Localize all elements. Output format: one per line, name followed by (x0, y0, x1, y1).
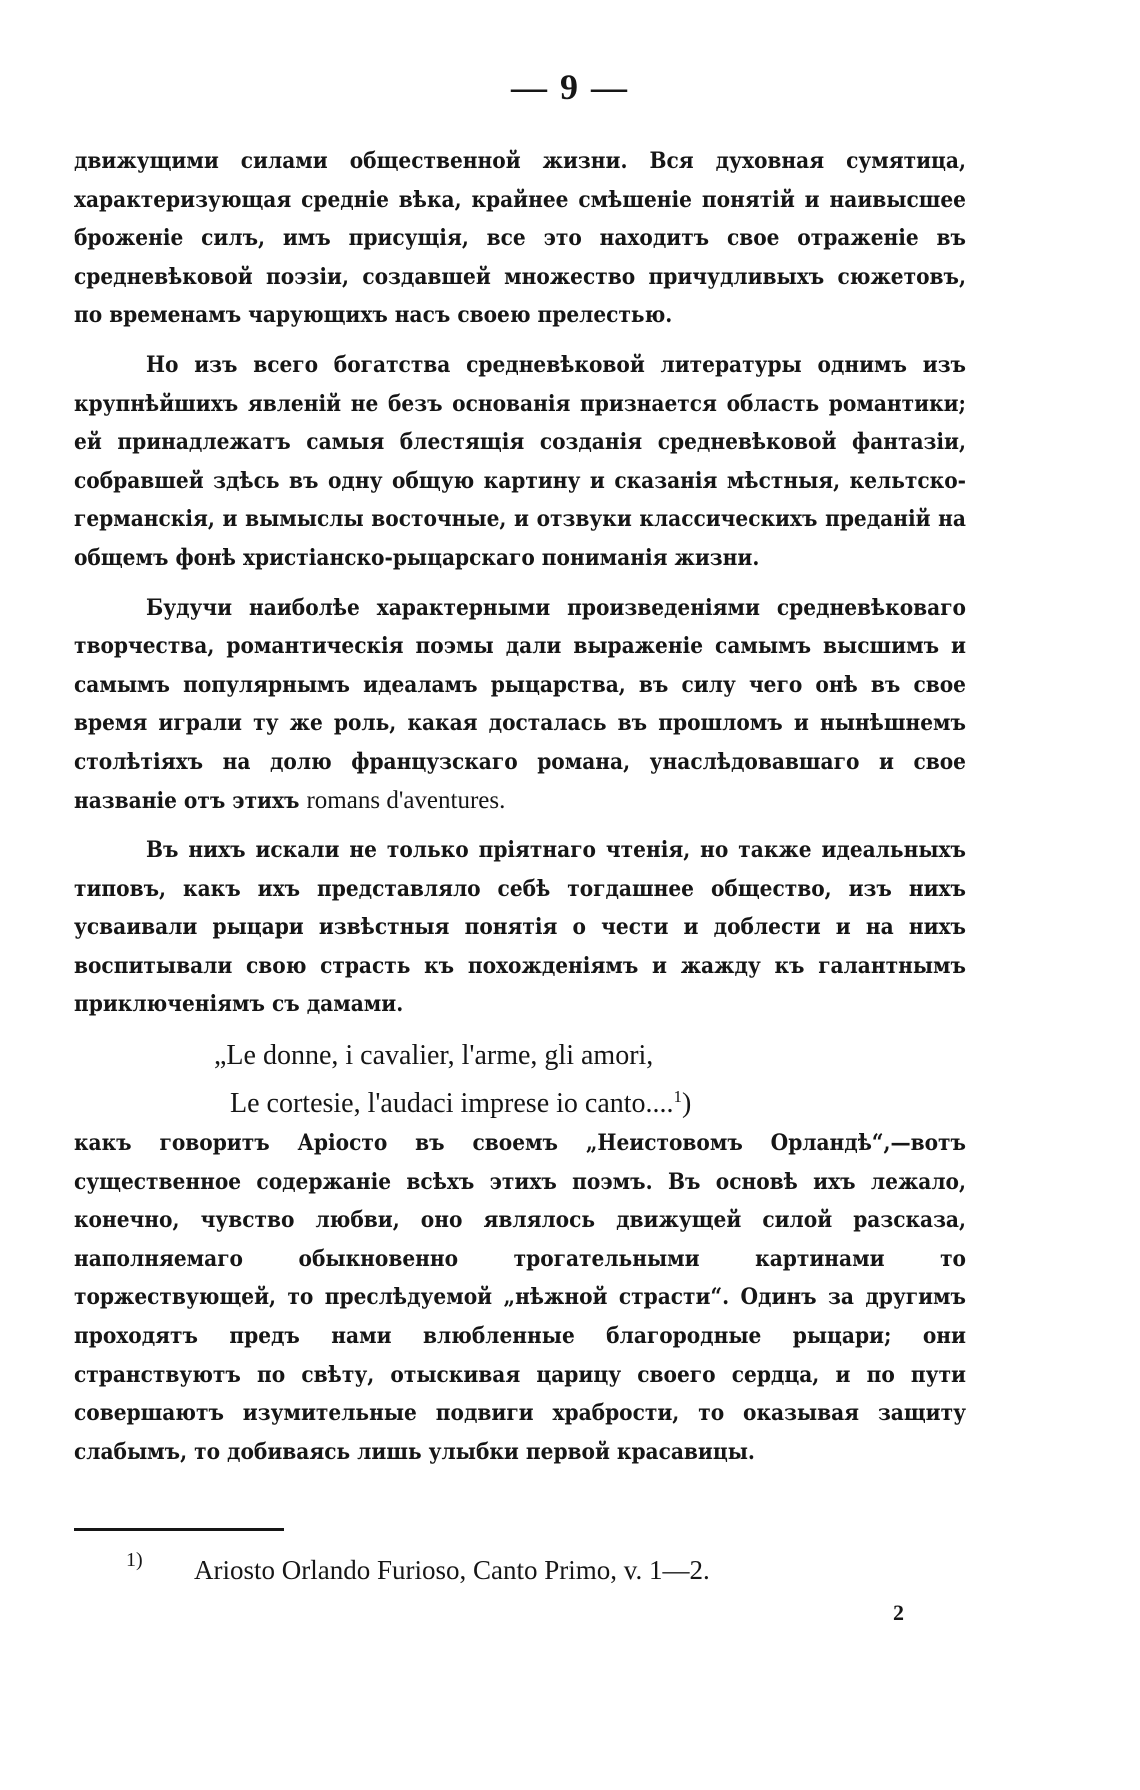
page-number: — 9 — (511, 67, 629, 107)
footnote (126, 1549, 710, 1586)
footnote-mark: 1) (126, 1549, 143, 1571)
paragraph-4: Въ нихъ искали не только пріятнаго чтенія, но также идеальныхъ типовъ, какъ ихъ представляло себѣ тогдашнее общество, изъ нихъ усваивали рыцари извѣстныя понятія о чести и доблести и на нихъ воспитывали свою страсть къ похожденіямъ и жажду къ галантнымъ приключеніямъ съ дамами. (74, 837, 966, 1018)
paragraph-2: Но изъ всего богатства средневѣковой литературы однимъ изъ крупнѣйшихъ явленій не безъ основанія признается область романтики; ей принадлежатъ самыя блестящія созданія средневѣковой фантазіи, собравшей здѣсь въ одну общую картину и сказанія мѣстныя, кельтско-германскія, и вымыслы восточные, и отзвуки классическихъ преданій на общемъ фонѣ христіанско-рыцарскаго пониманія жизни. (74, 351, 966, 571)
quote-line-2 (74, 1076, 966, 1124)
poem-quote (74, 1035, 966, 1124)
quote-line-1: „Le donne, i cavalier, l'arme, gli amori, (214, 1040, 654, 1072)
paragraph-3 (74, 589, 966, 821)
quote-ref-close: ) (682, 1088, 692, 1120)
paragraph-5: какъ говоритъ Аріосто въ своемъ „Неистовомъ Орландѣ“,—вотъ существенное содержаніе всѣхъ этихъ поэмъ. Въ основѣ ихъ лежало, конечно, чувство любви, оно являлось движущей силой разсказа, наполняемаго обыкновенно трогательными картинами то торжествующей, то преслѣдуемой „нѣжной страсти“. Одинъ за другимъ проходятъ предъ нами влюбленные благородные рыцари; они странствуютъ по свѣту, отыскивая царицу своего сердца, и по пути совершаютъ изумительные подвиги храбрости, то оказывая защиту слабымъ, то добиваясь лишь улыбки первой красавицы. (74, 1130, 966, 1465)
printer-signature: 2 (893, 1600, 904, 1625)
latin-phrase: romans d'aventures. (306, 786, 506, 814)
footnote-divider (74, 1528, 284, 1531)
paragraph-3-text: Будучи наиболѣе характерными произведеніями средневѣковаго творчества, романтическія поэмы дали выраженіе самымъ высшимъ и самымъ популярнымъ идеаламъ рыцарства, въ силу чего онѣ въ свое время играли ту же роль, какая досталась въ прошломъ и нынѣшнемъ столѣтіяхъ на долю французскаго романа, унаслѣдовавшаго и свое названіе отъ этихъ (74, 594, 966, 814)
footnote-text: Ariosto Orlando Furioso, Canto Primo, v. 1—2. (194, 1555, 710, 1585)
footnote-reference: 1 (673, 1087, 683, 1107)
main-text (74, 142, 966, 1482)
quote-line-2-text: Le cortesie, l'audaci imprese io canto.... (230, 1088, 674, 1120)
paragraph-1: движущими силами общественной жизни. Вся духовная сумятица, характеризующая средніе вѣка, крайнее смѣшеніе понятій и наивысшее броженіе силъ, имъ присущія, все это находитъ свое отраженіе въ средневѣковой поэзіи, создавшей множество причудливыхъ сюжетовъ, по временамъ чарующихъ насъ своею прелестью. (74, 148, 966, 329)
